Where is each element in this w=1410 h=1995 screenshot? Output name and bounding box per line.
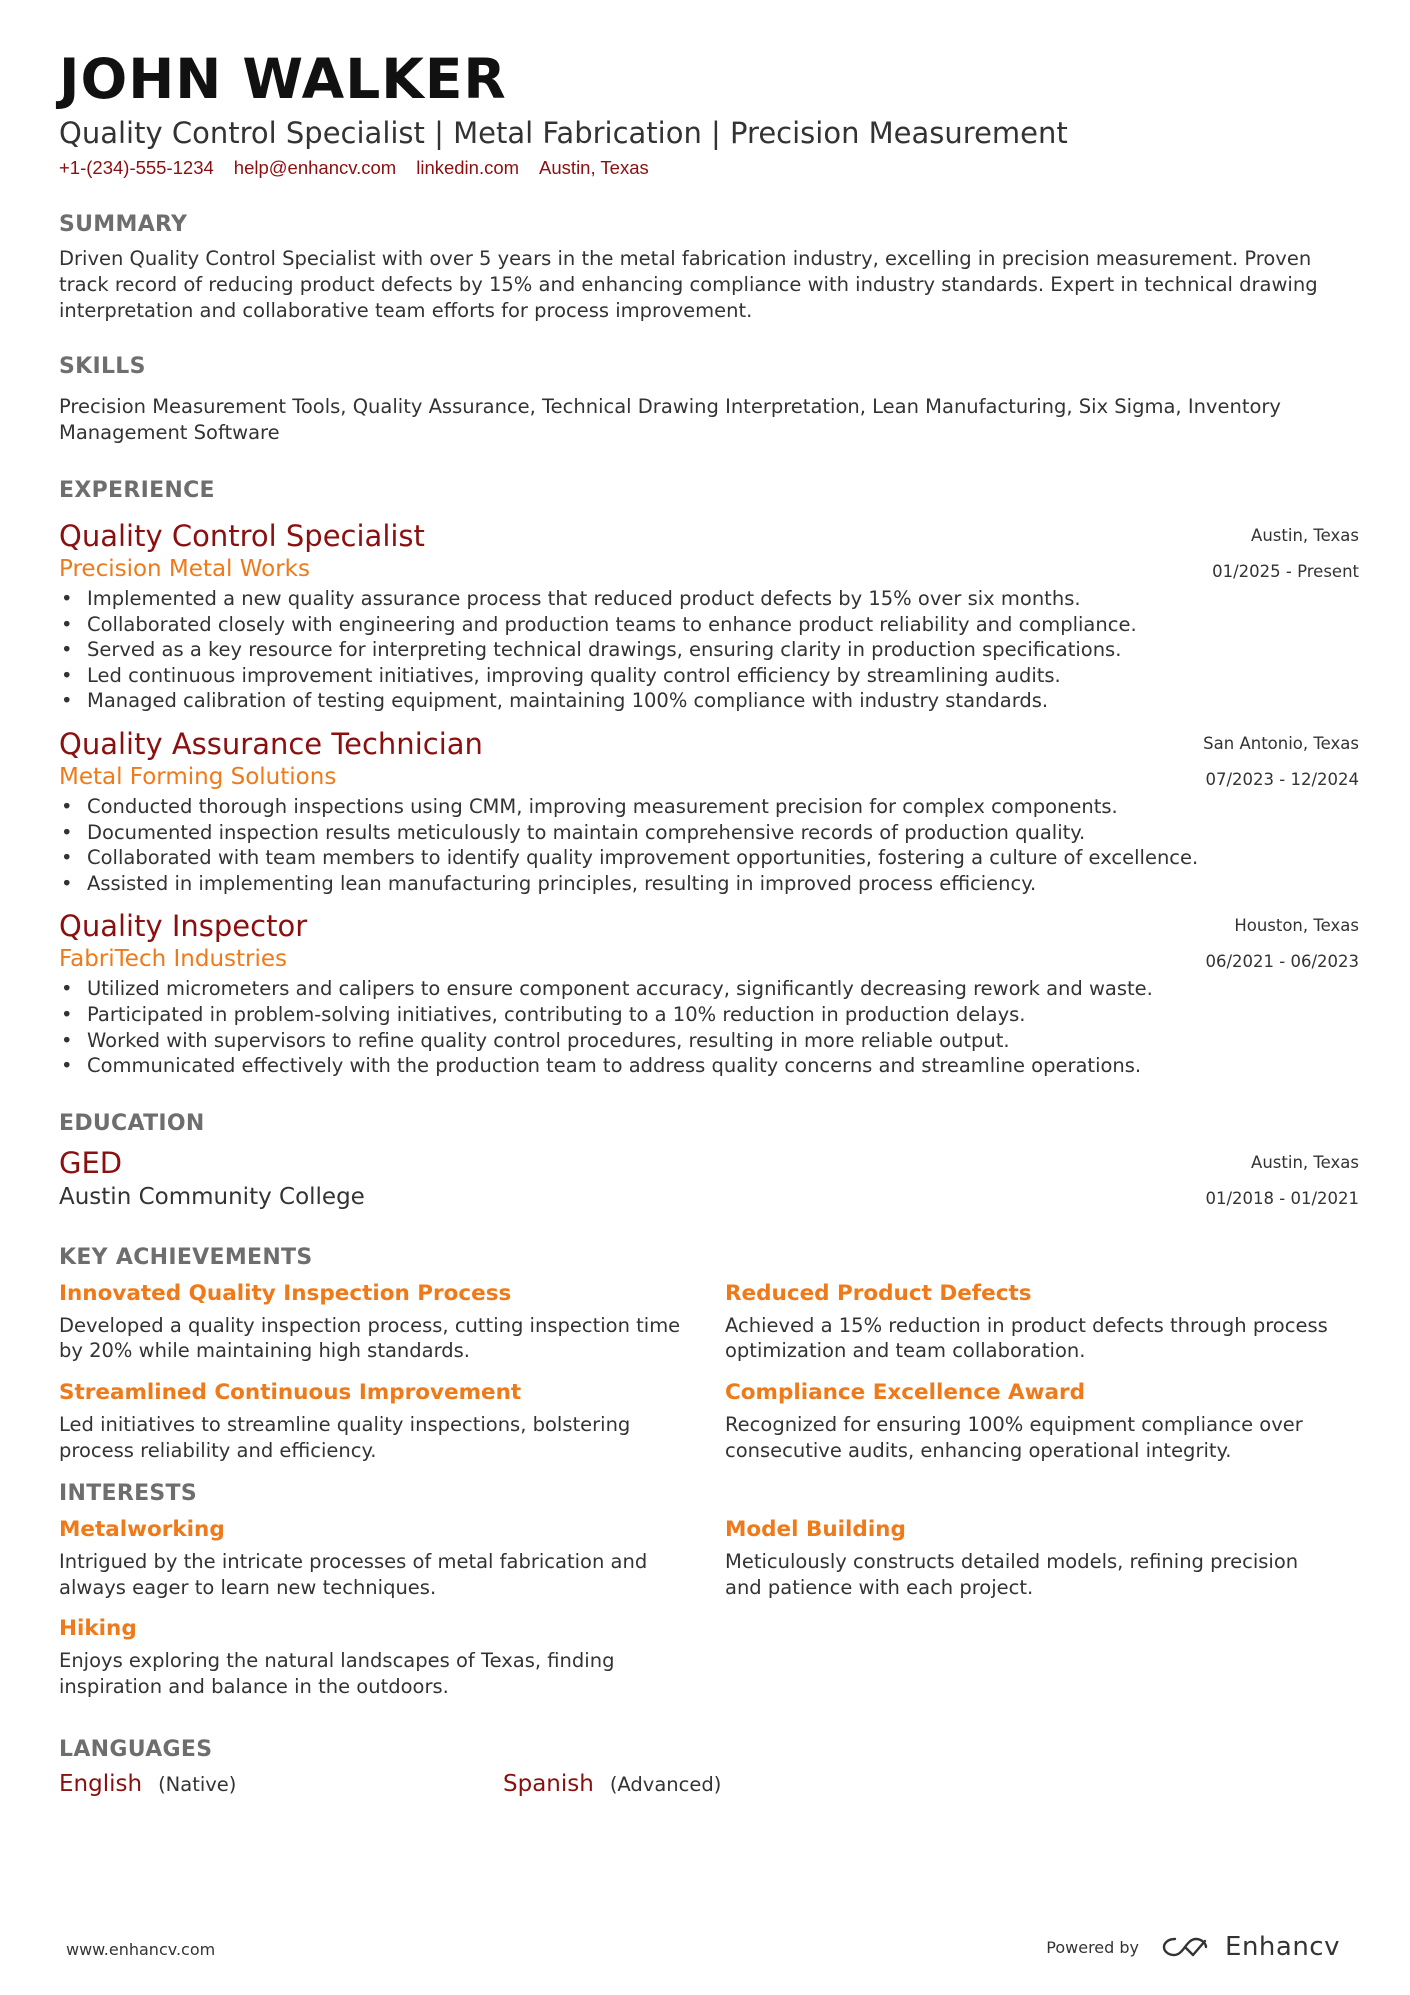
candidate-name: JOHN WALKER [59, 47, 507, 111]
achievements-grid [59, 1279, 1359, 1477]
job-location: Austin, Texas [1251, 526, 1359, 545]
resume-header [59, 44, 1359, 180]
achievement-item [59, 1378, 725, 1463]
degree: GED [59, 1145, 123, 1180]
achievement-item [725, 1378, 1359, 1463]
bullet-item: • Participated in problem-solving initiatives, contributing to a 10% reduction in production delays. [59, 1002, 1359, 1028]
interests-section [59, 1479, 1359, 1713]
education-dates: 01/2018 - 01/2021 [1205, 1188, 1359, 1208]
brand-name: Enhancv [1225, 1932, 1340, 1962]
language-name: Spanish [503, 1771, 594, 1798]
job-entry [59, 908, 1359, 1078]
interest-title: Hiking [59, 1616, 137, 1642]
bullet-item: • Managed calibration of testing equipment, maintaining 100% compliance with industry standards. [59, 688, 1359, 714]
bullet-item: • Collaborated with team members to identify quality improvement opportunities, fostering a culture of excellence. [59, 845, 1359, 871]
bullet-item: • Communicated effectively with the production team to address quality concerns and streamline operations. [59, 1053, 1359, 1079]
bullet-item: • Worked with supervisors to refine quality control procedures, resulting in more reliable output. [59, 1028, 1359, 1054]
achievement-item [59, 1279, 725, 1364]
experience-section [59, 476, 1359, 1079]
interest-item [59, 1515, 725, 1600]
job-title: Quality Inspector [59, 909, 308, 944]
language-level: (Advanced) [609, 1773, 722, 1797]
achievement-desc: Developed a quality inspection process, cutting inspection time by 20% while maintaining high standards. [59, 1313, 681, 1363]
location: Austin, Texas [539, 157, 649, 178]
job-title: Quality Control Specialist [59, 519, 425, 553]
bullet-item: • Implemented a new quality assurance process that reduced product defects by 15% over six months. [59, 586, 1359, 612]
achievement-desc: Achieved a 15% reduction in product defects through process optimization and team collaboration. [725, 1313, 1328, 1363]
language-item [59, 1771, 503, 1797]
enhancv-logo-icon [1161, 1934, 1209, 1960]
job-location: San Antonio, Texas [1203, 733, 1359, 753]
interest-desc: Enjoys exploring the natural landscapes of Texas, finding inspiration and balance in the outdoors. [59, 1649, 615, 1698]
interest-title: Metalworking [59, 1517, 225, 1543]
achievement-title: Innovated Quality Inspection Process [59, 1280, 512, 1306]
job-location: Houston, Texas [1234, 916, 1359, 936]
section-title: LANGUAGES [59, 1737, 213, 1763]
job-bullets [59, 586, 1359, 714]
job-company: Metal Forming Solutions [59, 763, 337, 790]
job-entry [59, 518, 1359, 714]
job-title: Quality Assurance Technician [59, 726, 483, 761]
bullet-item: • Conducted thorough inspections using CMM, improving measurement precision for complex components. [59, 794, 1359, 820]
job-entry [59, 726, 1359, 896]
summary-section [59, 210, 1359, 324]
linkedin-link[interactable]: linkedin.com [416, 157, 520, 178]
education-meta [1205, 1145, 1359, 1217]
achievement-desc: Led initiatives to streamline quality inspections, bolstering process reliability and efficiency. [59, 1412, 631, 1462]
section-title: SUMMARY [59, 212, 188, 237]
headline: Quality Control Specialist | Metal Fabrication | Precision Measurement [59, 116, 1068, 150]
language-level: (Native) [158, 1773, 237, 1797]
phone[interactable]: +1-(234)-555-1234 [59, 157, 214, 178]
footer-branding [1046, 1932, 1340, 1962]
bullet-item: • Led continuous improvement initiatives, improving quality control efficiency by streamlining audits. [59, 663, 1359, 689]
school: Austin Community College [59, 1183, 365, 1210]
skills-text: Precision Measurement Tools, Quality Assurance, Technical Drawing Interpretation, Lean Manufacturing, Six Sigma, Inventory Management Software [59, 395, 1281, 444]
skills-section [59, 352, 1359, 446]
job-dates: 07/2023 - 12/2024 [1205, 769, 1359, 789]
education-location: Austin, Texas [1251, 1152, 1359, 1172]
bullet-item: • Assisted in implementing lean manufacturing principles, resulting in improved process efficiency. [59, 871, 1359, 897]
bullet-item: • Utilized micrometers and calipers to ensure component accuracy, significantly decreasing rework and waste. [59, 976, 1359, 1002]
language-item [503, 1771, 947, 1797]
languages-row [59, 1771, 1359, 1797]
job-meta [1205, 908, 1359, 980]
job-dates: 06/2021 - 06/2023 [1205, 952, 1359, 972]
email[interactable]: help@enhancv.com [233, 157, 397, 178]
summary-text: Driven Quality Control Specialist with over 5 years in the metal fabrication industry, excelling in precision measurement. Proven track record of reducing product defects by 15% and enhancing compliance with industry standards. Expert in technical drawing interpretation and collaborative team efforts for process improvement. [59, 247, 1318, 322]
achievement-title: Compliance Excellence Award [725, 1379, 1086, 1405]
education-section [59, 1109, 1359, 1213]
bullet-item: • Served as a key resource for interpreting technical drawings, ensuring clarity in production specifications. [59, 637, 1359, 663]
section-title: INTERESTS [59, 1481, 197, 1507]
powered-by-label: Powered by [1046, 1937, 1140, 1957]
interest-item [725, 1515, 1359, 1600]
section-title: EXPERIENCE [59, 478, 215, 503]
section-title: EDUCATION [59, 1110, 205, 1136]
achievement-desc: Recognized for ensuring 100% equipment compliance over consecutive audits, enhancing operational integrity. [725, 1412, 1303, 1462]
footer-website[interactable]: www.enhancv.com [66, 1940, 216, 1959]
bullet-item: • Collaborated closely with engineering and production teams to enhance product reliability and compliance. [59, 612, 1359, 638]
section-title: KEY ACHIEVEMENTS [59, 1244, 313, 1270]
job-company: FabriTech Industries [59, 946, 288, 973]
language-name: English [59, 1771, 143, 1798]
achievement-item [725, 1279, 1359, 1364]
bullet-item: • Documented inspection results meticulously to maintain comprehensive records of production quality. [59, 820, 1359, 846]
interests-grid [59, 1515, 1359, 1713]
achievement-title: Streamlined Continuous Improvement [59, 1379, 522, 1405]
interest-desc: Meticulously constructs detailed models, refining precision and patience with each project. [725, 1550, 1299, 1599]
contact-row [59, 156, 1359, 180]
job-company: Precision Metal Works [59, 556, 310, 582]
job-bullets [59, 794, 1359, 896]
interest-title: Model Building [725, 1517, 906, 1543]
achievement-title: Reduced Product Defects [725, 1280, 1032, 1306]
job-dates: 01/2025 - Present [1212, 562, 1359, 581]
achievements-section [59, 1243, 1359, 1477]
job-bullets [59, 976, 1359, 1078]
resume-page [59, 44, 1359, 1797]
job-meta [1212, 518, 1359, 590]
section-title: SKILLS [59, 354, 146, 379]
languages-section [59, 1735, 1359, 1797]
interest-item [59, 1614, 725, 1699]
interest-desc: Intrigued by the intricate processes of metal fabrication and always eager to learn new techniques. [59, 1550, 648, 1599]
job-meta [1203, 726, 1359, 798]
education-entry [59, 1145, 1359, 1213]
